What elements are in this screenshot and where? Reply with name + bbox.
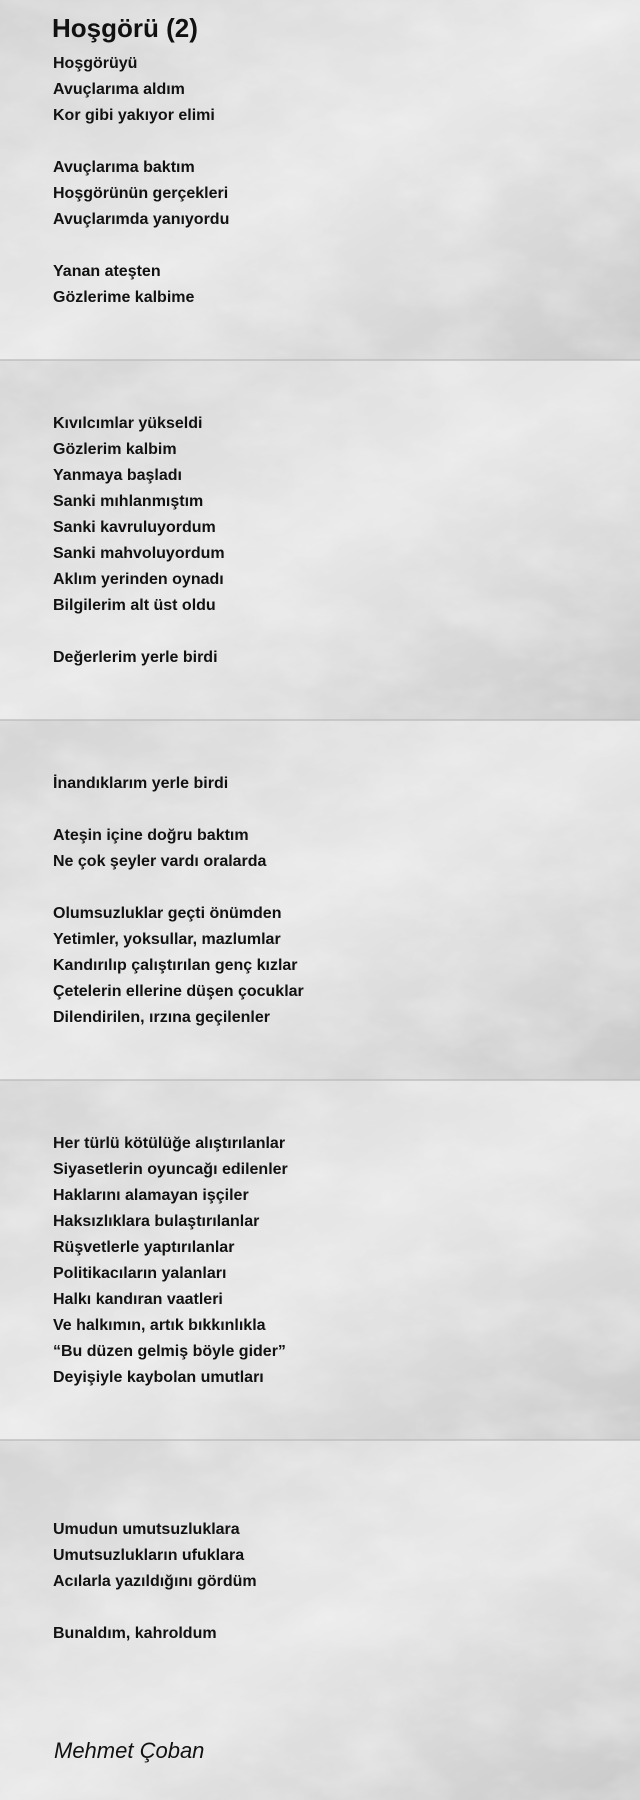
poem-line: Sanki mahvoluyordum bbox=[53, 545, 225, 562]
poem-line: Yetimler, yoksullar, mazlumlar bbox=[53, 931, 281, 948]
poem-line: Sanki kavruluyordum bbox=[53, 519, 216, 536]
poem-line: “Bu düzen gelmiş böyle gider” bbox=[53, 1343, 286, 1360]
poem-line: Politikacıların yalanları bbox=[53, 1265, 227, 1282]
poem-line: Yanan ateşten bbox=[53, 263, 161, 280]
poem-line: Halkı kandıran vaatleri bbox=[53, 1291, 223, 1308]
poem-line: Ateşin içine doğru baktım bbox=[53, 827, 249, 844]
poem-line: Değerlerim yerle birdi bbox=[53, 649, 218, 666]
poem-line: Avuçlarıma baktım bbox=[53, 159, 195, 176]
poem-line: İnandıklarım yerle birdi bbox=[53, 775, 229, 792]
poem-line: Acılarla yazıldığını gördüm bbox=[53, 1573, 257, 1590]
poem-line: Haklarını alamayan işçiler bbox=[53, 1187, 249, 1204]
poem-line: Umutsuzlukların ufuklara bbox=[53, 1547, 245, 1564]
poem-author: Mehmet Çoban bbox=[54, 1738, 205, 1763]
poem-line: Avuçlarıma aldım bbox=[53, 81, 185, 98]
poem-line: Hoşgörünün gerçekleri bbox=[53, 185, 229, 202]
poem-line: Bilgilerim alt üst oldu bbox=[53, 597, 216, 614]
poem-line: Her türlü kötülüğe alıştırılanlar bbox=[53, 1135, 286, 1152]
poem-title: Hoşgörü (2) bbox=[52, 13, 198, 43]
poem-line: Bunaldım, kahroldum bbox=[53, 1625, 217, 1642]
poem-line: Kandırılıp çalıştırılan genç kızlar bbox=[53, 957, 298, 974]
poem-line: Olumsuzluklar geçti önümden bbox=[53, 905, 282, 922]
poem-line: Haksızlıklara bulaştırılanlar bbox=[53, 1213, 260, 1230]
poem-line: Umudun umutsuzluklara bbox=[53, 1521, 240, 1538]
poem-line: Aklım yerinden oynadı bbox=[53, 571, 224, 588]
poem-line: Siyasetlerin oyuncağı edilenler bbox=[53, 1161, 288, 1178]
poem-line: Yanmaya başladı bbox=[53, 467, 182, 484]
poem-line: Çetelerin ellerine düşen çocuklar bbox=[53, 983, 304, 1000]
poem-line: Sanki mıhlanmıştım bbox=[53, 493, 204, 510]
poem-line: Ne çok şeyler vardı oralarda bbox=[53, 853, 267, 870]
poem-line: Dilendirilen, ırzına geçilenler bbox=[53, 1009, 270, 1026]
poem-line: Deyişiyle kaybolan umutları bbox=[53, 1369, 264, 1386]
poem-line: Hoşgörüyü bbox=[53, 55, 138, 72]
poem-line: Avuçlarımda yanıyordu bbox=[53, 211, 230, 228]
poem-line: Gözlerime kalbime bbox=[53, 289, 195, 306]
poem-line: Rüşvetlerle yaptırılanlar bbox=[53, 1239, 235, 1256]
poem-line: Kor gibi yakıyor elimi bbox=[53, 107, 215, 124]
poem-line: Gözlerim kalbim bbox=[53, 441, 177, 458]
poem-line: Kıvılcımlar yükseldi bbox=[53, 415, 203, 432]
poem-line: Ve halkımın, artık bıkkınlıkla bbox=[53, 1317, 266, 1334]
